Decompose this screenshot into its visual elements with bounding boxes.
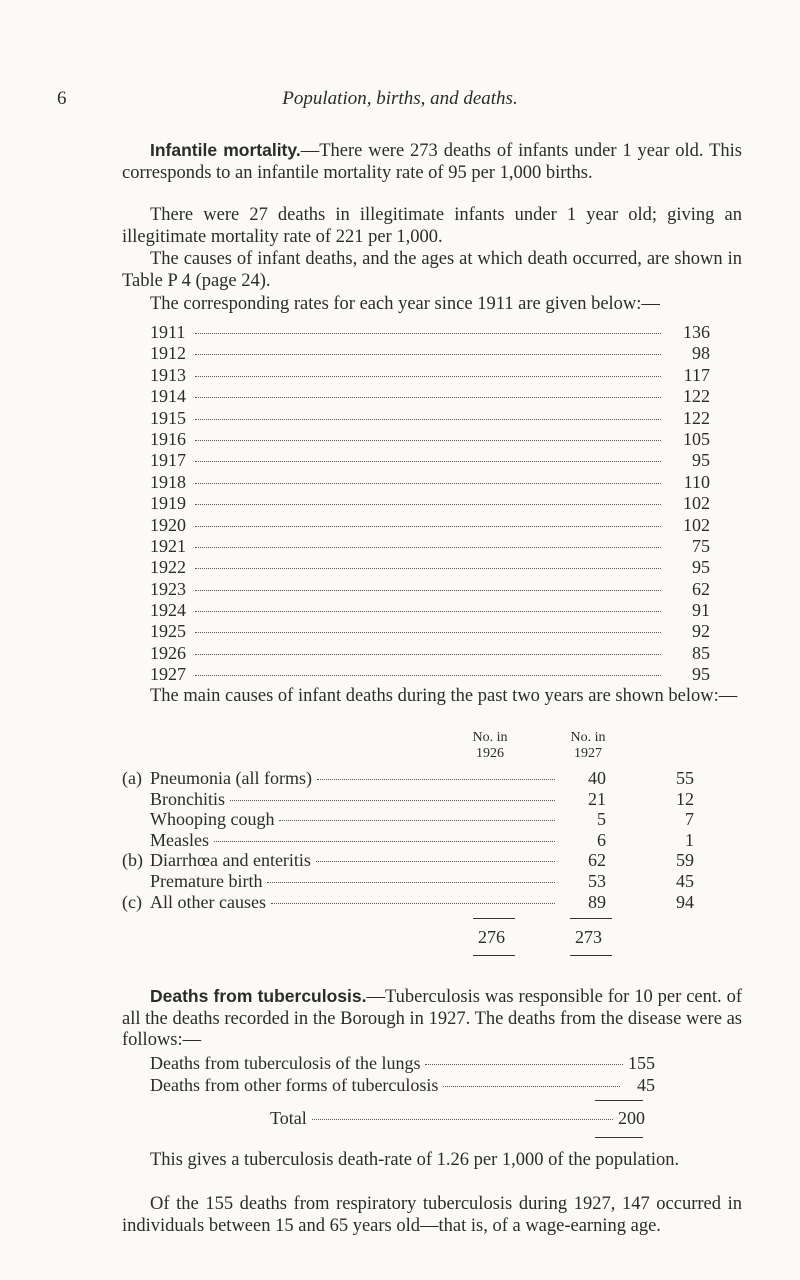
rate-row bbox=[150, 621, 710, 642]
causes-table bbox=[122, 768, 702, 912]
tb-sum-rule bbox=[595, 1100, 643, 1101]
rate-value: 110 bbox=[683, 471, 710, 492]
cause-1927: 94 bbox=[676, 891, 694, 912]
rate-year: 1926 bbox=[150, 642, 186, 663]
leader-dots bbox=[195, 440, 661, 441]
tb-value: 155 bbox=[628, 1053, 655, 1073]
tb-total-value: 200 bbox=[618, 1108, 645, 1128]
rate-year: 1921 bbox=[150, 535, 186, 556]
leader-dots bbox=[195, 632, 661, 633]
rate-value: 75 bbox=[692, 535, 710, 556]
column-header-1926 bbox=[455, 730, 525, 762]
rate-row bbox=[150, 450, 710, 471]
rates-intro: The corresponding rates for each year since 1911 are given below:— bbox=[150, 294, 660, 314]
rate-value: 85 bbox=[692, 642, 710, 663]
leader-dots bbox=[267, 882, 555, 883]
cause-name: Bronchitis bbox=[150, 788, 225, 809]
tuberculosis-deaths-list bbox=[150, 1053, 655, 1096]
rate-value: 95 bbox=[692, 557, 710, 578]
tuberculosis-heading: Deaths from tuberculosis. bbox=[150, 986, 367, 1006]
leader-dots bbox=[195, 547, 661, 548]
leader-dots bbox=[195, 590, 661, 591]
tb-label: Deaths from tuberculosis of the lungs bbox=[150, 1053, 421, 1073]
leader-dots bbox=[230, 800, 555, 801]
tb-total-label: Total bbox=[270, 1108, 307, 1128]
total-1926: 276 bbox=[478, 927, 505, 947]
rate-row bbox=[150, 429, 710, 450]
rate-value: 136 bbox=[683, 322, 710, 342]
cause-1927: 12 bbox=[676, 788, 694, 809]
rate-year: 1913 bbox=[150, 364, 186, 385]
leader-dots bbox=[195, 354, 661, 355]
cause-1926: 5 bbox=[597, 809, 606, 830]
rate-year: 1920 bbox=[150, 514, 186, 535]
leader-dots bbox=[195, 483, 661, 484]
cause-row bbox=[122, 789, 702, 810]
column-header-label: No. in bbox=[570, 730, 606, 745]
cause-1927: 7 bbox=[685, 809, 694, 830]
rate-value: 105 bbox=[683, 428, 710, 449]
cause-row bbox=[122, 830, 702, 851]
leader-dots bbox=[195, 675, 661, 676]
cause-1926: 53 bbox=[588, 870, 606, 891]
rate-year: 1927 bbox=[150, 664, 186, 685]
tb-label: Deaths from other forms of tuberculosis bbox=[150, 1074, 439, 1095]
tb-row bbox=[150, 1053, 655, 1075]
cause-name: All other causes bbox=[150, 891, 266, 912]
infantile-heading: Infantile mortality. bbox=[150, 140, 301, 160]
leader-dots bbox=[195, 419, 661, 420]
rate-row bbox=[150, 643, 710, 664]
rate-value: 62 bbox=[692, 578, 710, 599]
rate-row bbox=[150, 493, 710, 514]
rate-year: 1924 bbox=[150, 600, 186, 621]
column-header-label: No. in bbox=[472, 730, 508, 745]
cause-name: Premature birth bbox=[150, 870, 263, 891]
page-header bbox=[0, 88, 800, 110]
leader-dots bbox=[443, 1086, 620, 1087]
leader-dots bbox=[425, 1064, 623, 1065]
rates-list bbox=[150, 322, 710, 686]
tb-rate-paragraph: This gives a tuberculosis death-rate of 1.26 per 1,000 of the population. bbox=[150, 1150, 680, 1170]
leader-dots bbox=[195, 333, 661, 334]
rate-year: 1918 bbox=[150, 471, 186, 492]
infantile-text: —There were 273 deaths of infants under 1 year old. This corresponds to an infantile mortality rate of 95 per 1,000 births. bbox=[122, 141, 742, 183]
tb-total-row bbox=[270, 1108, 645, 1130]
rate-row bbox=[150, 386, 710, 407]
rate-year: 1912 bbox=[150, 343, 186, 364]
cause-row bbox=[122, 871, 702, 892]
rate-row bbox=[150, 557, 710, 578]
rate-row bbox=[150, 536, 710, 557]
rate-row bbox=[150, 365, 710, 386]
rate-year: 1916 bbox=[150, 428, 186, 449]
cause-row bbox=[122, 892, 702, 913]
tuberculosis-text: —Tuberculosis was responsible for 10 per cent. of all the deaths recorded in the Borough in 1927. The deaths from the disease were as follows:— bbox=[122, 987, 742, 1050]
leader-dots bbox=[195, 504, 661, 505]
rate-value: 117 bbox=[683, 364, 710, 385]
total-1927: 273 bbox=[575, 927, 602, 947]
rate-row bbox=[150, 664, 710, 685]
illegitimate-paragraph: There were 27 deaths in illegitimate infants under 1 year old; giving an illegitimate mortality rate of 221 per 1,000. bbox=[122, 205, 742, 247]
cause-1926: 62 bbox=[588, 850, 606, 871]
cause-name: Pneumonia (all forms) bbox=[150, 768, 312, 788]
cause-1926: 40 bbox=[588, 768, 606, 788]
rate-value: 122 bbox=[683, 407, 710, 428]
rate-row bbox=[150, 472, 710, 493]
rate-value: 95 bbox=[692, 664, 710, 685]
cause-1926: 89 bbox=[588, 891, 606, 912]
rate-year: 1915 bbox=[150, 407, 186, 428]
cause-1926: 6 bbox=[597, 829, 606, 850]
rate-value: 95 bbox=[692, 450, 710, 471]
leader-dots bbox=[195, 654, 661, 655]
rate-row bbox=[150, 600, 710, 621]
rate-value: 92 bbox=[692, 621, 710, 642]
page-number: 6 bbox=[57, 88, 67, 109]
rate-year: 1914 bbox=[150, 386, 186, 407]
total-rule-1927 bbox=[570, 955, 612, 956]
tb-total-line bbox=[270, 1108, 645, 1130]
leader-dots bbox=[312, 1119, 613, 1120]
rate-year: 1925 bbox=[150, 621, 186, 642]
leader-dots bbox=[195, 397, 661, 398]
rate-year: 1911 bbox=[150, 322, 186, 342]
leader-dots bbox=[214, 841, 555, 842]
cause-1927: 59 bbox=[676, 850, 694, 871]
rate-year: 1923 bbox=[150, 578, 186, 599]
rate-value: 91 bbox=[692, 600, 710, 621]
rate-row bbox=[150, 408, 710, 429]
rate-year: 1919 bbox=[150, 493, 186, 514]
column-header-year: 1927 bbox=[574, 746, 602, 761]
rate-value: 102 bbox=[683, 514, 710, 535]
rate-row bbox=[150, 515, 710, 536]
leader-dots bbox=[195, 461, 661, 462]
tb-row bbox=[150, 1075, 655, 1097]
cause-row bbox=[122, 850, 702, 871]
leader-dots bbox=[271, 903, 555, 904]
tb-respiratory-paragraph: Of the 155 deaths from respiratory tuberculosis during 1927, 147 occurred in individuals between 15 and 65 years old—that is, of a wage-earning age. bbox=[122, 1194, 742, 1236]
cause-row bbox=[122, 809, 702, 830]
rate-row bbox=[150, 579, 710, 600]
leader-dots bbox=[195, 568, 661, 569]
rate-row bbox=[150, 322, 710, 343]
cause-1927: 45 bbox=[676, 870, 694, 891]
leader-dots bbox=[195, 611, 661, 612]
total-rule-1926 bbox=[473, 955, 515, 956]
rate-year: 1922 bbox=[150, 557, 186, 578]
cause-label: (b) bbox=[122, 850, 143, 871]
column-header-year: 1926 bbox=[476, 746, 504, 761]
cause-1927: 55 bbox=[676, 768, 694, 788]
cause-name: Whooping cough bbox=[150, 809, 275, 830]
leader-dots bbox=[316, 861, 555, 862]
causes-note-paragraph: The causes of infant deaths, and the ages at which death occurred, are shown in Table P 4 (page 24). bbox=[122, 249, 742, 291]
rate-value: 98 bbox=[692, 343, 710, 364]
leader-dots bbox=[279, 820, 555, 821]
cause-label: (c) bbox=[122, 891, 142, 912]
rate-value: 122 bbox=[683, 386, 710, 407]
rate-value: 102 bbox=[683, 493, 710, 514]
tuberculosis-paragraph bbox=[122, 986, 742, 1052]
cause-name: Diarrhœa and enteritis bbox=[150, 850, 311, 871]
tb-value: 45 bbox=[637, 1074, 655, 1095]
leader-dots bbox=[317, 779, 555, 780]
rate-row bbox=[150, 343, 710, 364]
column-header-1927 bbox=[553, 730, 623, 762]
tb-total-rule bbox=[595, 1137, 643, 1138]
leader-dots bbox=[195, 376, 661, 377]
causes-intro: The main causes of infant deaths during the past two years are shown below:— bbox=[150, 686, 738, 706]
cause-1927: 1 bbox=[685, 829, 694, 850]
infantile-mortality-paragraph bbox=[122, 140, 742, 184]
sum-rule-1926 bbox=[473, 918, 515, 919]
cause-name: Measles bbox=[150, 829, 209, 850]
cause-1926: 21 bbox=[588, 788, 606, 809]
cause-row bbox=[122, 768, 702, 789]
cause-label: (a) bbox=[122, 768, 142, 788]
rate-year: 1917 bbox=[150, 450, 186, 471]
leader-dots bbox=[195, 526, 661, 527]
sum-rule-1927 bbox=[570, 918, 612, 919]
running-title: Population, births, and deaths. bbox=[282, 88, 518, 109]
